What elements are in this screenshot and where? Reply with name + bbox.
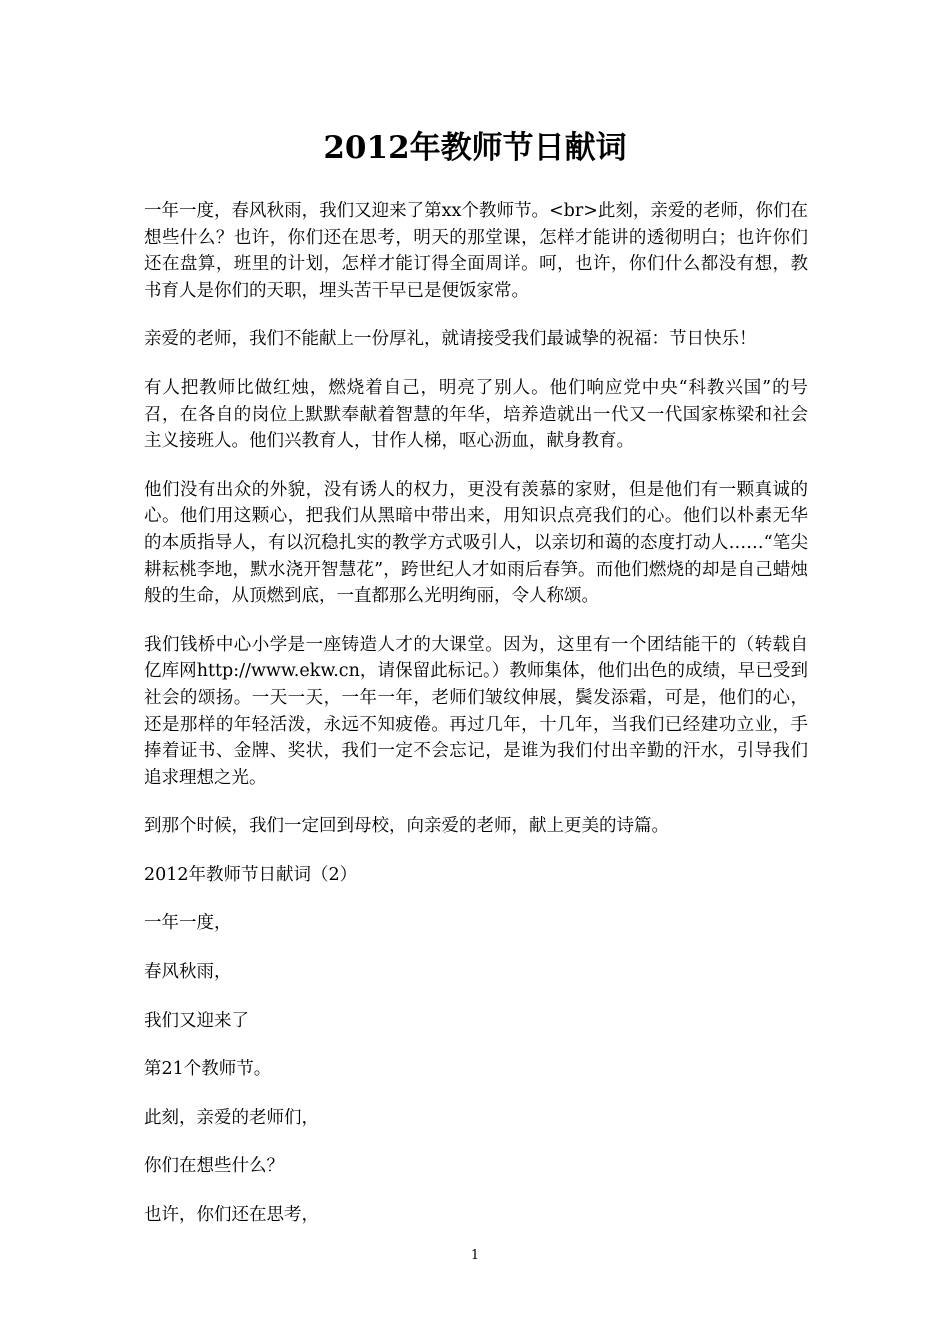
paragraph: 他们没有出众的外貌，没有诱人的权力，更没有羡慕的家财，但是他们有一颗真诚的心。他们用这颗心，把我们从黑暗中带出来，用知识点亮我们的心。他们以朴素无华的本质指导人，有以沉稳扎实的教学方式吸引人，以亲切和蔼的态度打动人……“笔尖耕耘桃李地，默水浇开智慧花”，跨世纪人才如雨后春笋。而他们燃烧的却是自己蜡烛般的生命，从顶燃到底，一直都那么光明绚丽，令人称颂。 [144, 479, 808, 607]
paragraph: 亲爱的老师，我们不能献上一份厚礼，就请接受我们最诚挚的祝福：节日快乐！ [144, 329, 757, 350]
paragraph: 我们钱桥中心小学是一座铸造人才的大课堂。因为，这里有一个团结能干的（转载自亿库网http://www.ekw.cn，请保留此标记。）教师集体，他们出色的成绩，早已受到社会的颂扬。一天一天，一年一年，老师们皱纹伸展，鬓发添霜，可是，他们的心，还是那样的年轻活泼，永远不知疲倦。再过几年，十几年，当我们已经建功立业，手捧着证书、金牌、奖状，我们一定不会忘记，是谁为我们付出辛勤的汗水，引导我们追求理想之光。 [144, 634, 808, 788]
poem-line: 春风秋雨， [144, 962, 232, 983]
poem-line: 第21个教师节。 [144, 1059, 272, 1080]
page-number: 1 [470, 1248, 480, 1263]
poem-line: 也许，你们还在思考， [144, 1205, 319, 1226]
paragraph: 到那个时候，我们一定回到母校，向亲爱的老师，献上更美的诗篇。 [144, 816, 669, 837]
document-body [144, 198, 808, 1251]
paragraph: 有人把教师比做红烛，燃烧着自己，明亮了别人。他们响应党中央“科教兴国”的号召，在各自的岗位上默默奉献着智慧的年华，培养造就出一代又一代国家栋梁和社会主义接班人。他们兴教育人，甘作人梯，呕心沥血，献身教育。 [144, 377, 808, 452]
poem-line: 你们在想些什么？ [144, 1156, 284, 1177]
poem-line: 此刻，亲爱的老师们， [144, 1107, 319, 1128]
poem-line: 我们又迎来了 [144, 1010, 249, 1031]
document-title: 2012年教师节日献词 [323, 130, 627, 166]
poem-line: 一年一度， [144, 913, 232, 934]
paragraph: 一年一度，春风秋雨，我们又迎来了第xx个教师节。<br>此刻，亲爱的老师，你们在想些什么？也许，你们还在思考，明天的那堂课，怎样才能讲的透彻明白；也许你们还在盘算，班里的计划，怎样才能订得全面周详。呵，也许，你们什么都没有想，教书育人是你们的天职，埋头苦干早已是便饭家常。 [144, 201, 808, 301]
section-heading: 2012年教师节日献词（2） [144, 864, 358, 885]
